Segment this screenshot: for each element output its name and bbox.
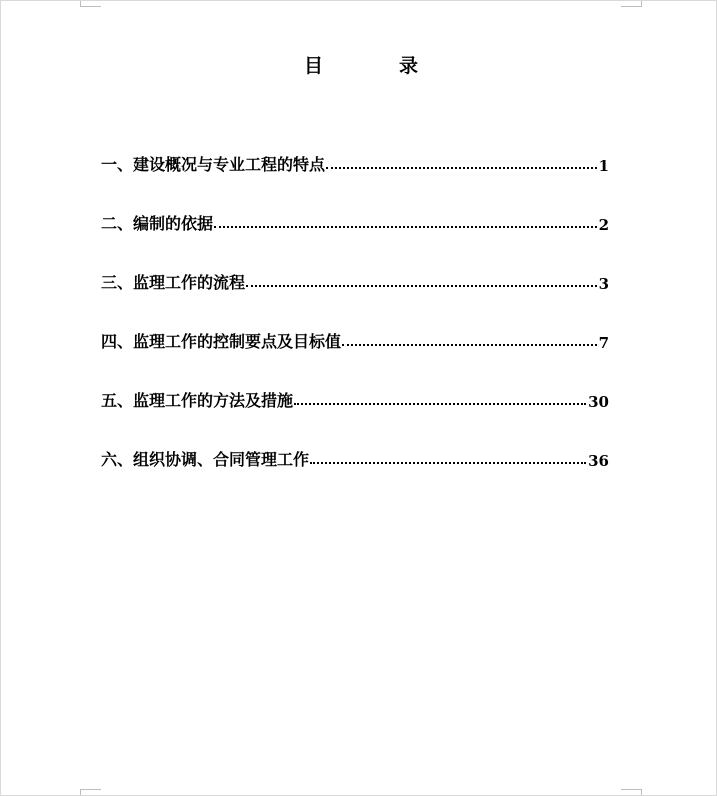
toc-entry-5[interactable]: [101, 387, 609, 411]
toc-entry-6[interactable]: [101, 446, 609, 470]
crop-mark-top-right-h: [621, 6, 642, 7]
toc-dot-leader: [342, 344, 597, 346]
toc-title-char-2: 录: [399, 55, 419, 77]
toc-dot-leader: [246, 285, 597, 287]
crop-mark-bottom-right-h: [621, 789, 642, 790]
toc-title: [1, 51, 717, 77]
toc-dot-leader: [310, 462, 586, 464]
toc-entry-page: 30: [588, 393, 609, 411]
toc-entry-2[interactable]: [101, 210, 609, 234]
toc-entry-label: 三、监理工作的流程: [101, 273, 246, 292]
toc-entry-page: 7: [598, 334, 609, 352]
toc-dot-leader: [294, 403, 586, 405]
toc-dot-leader: [214, 226, 597, 228]
table-of-contents: [101, 151, 609, 505]
toc-entry-label: 五、监理工作的方法及措施: [101, 391, 294, 410]
toc-dot-leader: [326, 167, 597, 169]
toc-entry-4[interactable]: [101, 328, 609, 352]
toc-entry-3[interactable]: [101, 269, 609, 293]
toc-entry-label: 一、建设概况与专业工程的特点: [101, 155, 326, 174]
toc-entry-page: 36: [588, 452, 609, 470]
toc-entry-label: 四、监理工作的控制要点及目标值: [101, 332, 342, 351]
toc-entry-page: 2: [598, 216, 609, 234]
crop-mark-top-left-h: [80, 6, 101, 7]
toc-entry-1[interactable]: [101, 151, 609, 175]
crop-mark-bottom-left-h: [80, 789, 101, 790]
toc-entry-page: 3: [598, 275, 609, 293]
toc-entry-label: 二、编制的依据: [101, 214, 214, 233]
toc-title-char-1: 目: [304, 55, 324, 77]
toc-entry-label: 六、组织协调、合同管理工作: [101, 450, 310, 469]
toc-entry-page: 1: [598, 157, 609, 175]
